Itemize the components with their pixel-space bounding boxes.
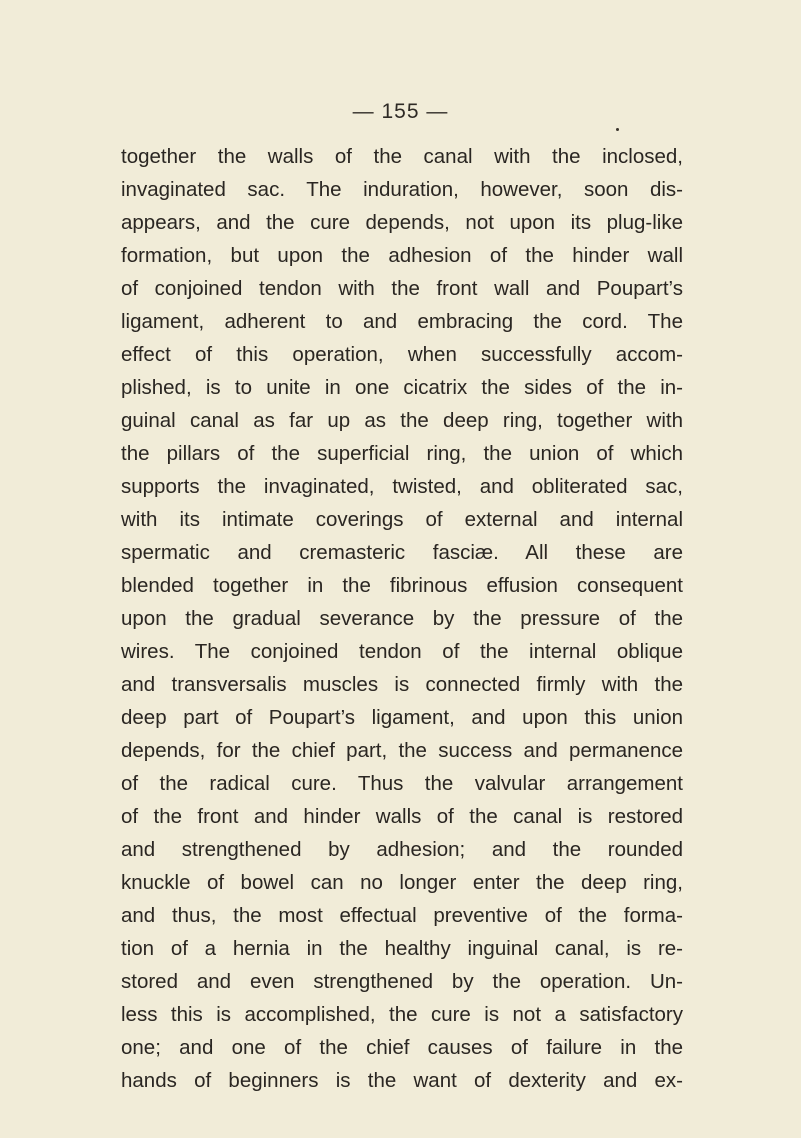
text-line: wires. The conjoined tendon of the internal oblique — [121, 640, 683, 663]
text-line: the pillars of the superficial ring, the union of which — [121, 442, 683, 465]
text-line: depends, for the chief part, the success and permanence — [121, 739, 683, 762]
text-line: supports the invaginated, twisted, and obliterated sac, — [121, 475, 683, 498]
text-line: knuckle of bowel can no longer enter the deep ring, — [121, 871, 683, 894]
text-line: ligament, adherent to and embracing the cord. The — [121, 310, 683, 333]
text-line: and transversalis muscles is connected firmly with the — [121, 673, 683, 696]
page-number: — 155 — — [352, 100, 449, 123]
text-line: guinal canal as far up as the deep ring, together with — [121, 409, 683, 432]
text-line: effect of this operation, when successfully accom- — [121, 343, 683, 366]
text-line: spermatic and cremasteric fasciæ. All these are — [121, 541, 683, 564]
text-line: of conjoined tendon with the front wall and Poupart’s — [121, 277, 683, 300]
text-line: appears, and the cure depends, not upon its plug-like — [121, 211, 683, 234]
text-line: of the radical cure. Thus the valvular arrangement — [121, 772, 683, 795]
text-line: upon the gradual severance by the pressure of the — [121, 607, 683, 630]
text-line: one; and one of the chief causes of failure in the — [121, 1036, 683, 1059]
body-text — [121, 140, 683, 1097]
text-line: formation, but upon the adhesion of the hinder wall — [121, 244, 683, 267]
paper-speck — [616, 128, 619, 131]
text-line: plished, is to unite in one cicatrix the sides of the in- — [121, 376, 683, 399]
text-line: hands of beginners is the want of dexterity and ex- — [121, 1069, 683, 1092]
text-line: of the front and hinder walls of the canal is restored — [121, 805, 683, 828]
text-line: invaginated sac. The induration, however, soon dis- — [121, 178, 683, 201]
text-line: and thus, the most effectual preventive of the forma- — [121, 904, 683, 927]
text-line: less this is accomplished, the cure is not a satisfactory — [121, 1003, 683, 1026]
text-line: deep part of Poupart’s ligament, and upon this union — [121, 706, 683, 729]
text-line: tion of a hernia in the healthy inguinal canal, is re- — [121, 937, 683, 960]
text-line: together the walls of the canal with the inclosed, — [121, 145, 683, 168]
text-line: with its intimate coverings of external and internal — [121, 508, 683, 531]
text-line: stored and even strengthened by the operation. Un- — [121, 970, 683, 993]
text-line: blended together in the fibrinous effusion consequent — [121, 574, 683, 597]
text-line: and strengthened by adhesion; and the rounded — [121, 838, 683, 861]
